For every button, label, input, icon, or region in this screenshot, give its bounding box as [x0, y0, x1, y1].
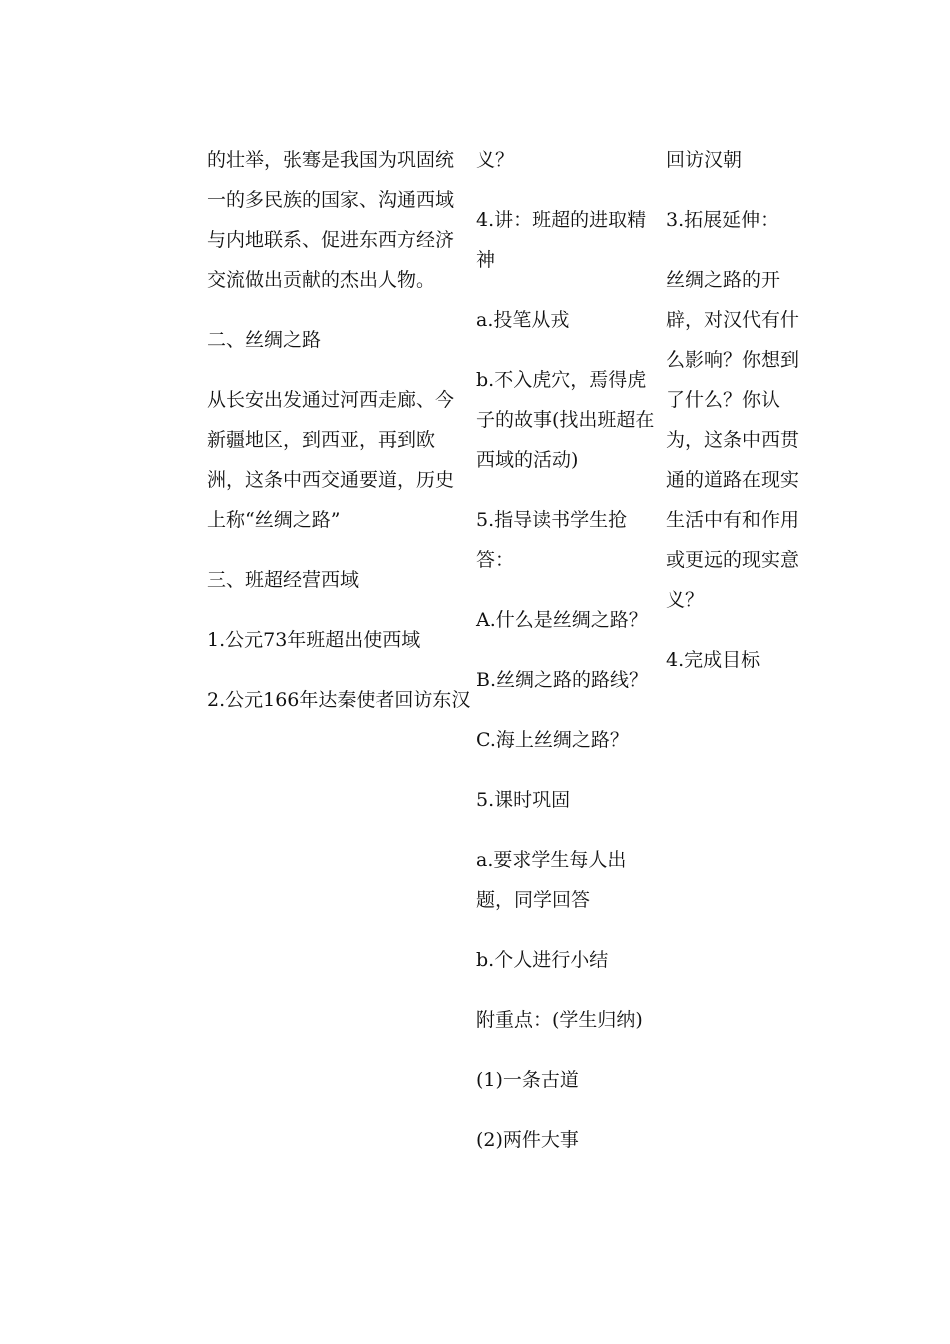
paragraph-extension-question: 丝绸之路的开辟，对汉代有什么影响？你想到了什么？你认为，这条中西贯通的道路在现实生活中有和作用或更远的现实意义？ [666, 269, 800, 611]
left-column [207, 140, 471, 740]
heading-ban-chao: 三、班超经营西域 [207, 569, 360, 591]
step-lecture-ban-chao: 4.讲：班超的进取精神 [476, 209, 647, 271]
step-guided-reading: 5.指导读书学生抢答： [476, 509, 628, 571]
list-item-student-questions: a.要求学生每人出题，同学回答 [476, 849, 627, 911]
key-point-ancient-road: (1)一条古道 [476, 1069, 579, 1091]
key-point-two-events: (2)两件大事 [476, 1129, 579, 1151]
list-item-toubi-congrong: a.投笔从戎 [476, 309, 570, 331]
paragraph-zhang-qian-summary: 的壮举，张骞是我国为巩固统一的多民族的国家、沟通西域与内地联系、促进东西方经济交流做出贡献的杰出人物。 [207, 149, 455, 291]
list-item-daqin-envoy: 2.公元166年达秦使者回访东汉 [207, 689, 471, 711]
middle-column [476, 140, 656, 1180]
list-item-tiger-den: b.不入虎穴，焉得虎子的故事(找出班超在西域的活动) [476, 369, 655, 471]
text-fragment-yi: 义？ [476, 149, 515, 171]
paragraph-silk-road-route: 从长安出发通过河西走廊、今新疆地区，到西亚，再到欧洲，这条中西交通要道，历史上称“丝绸之路” [207, 389, 455, 531]
list-item-ban-chao-mission: 1.公元73年班超出使西域 [207, 629, 421, 651]
text-fragment-return-visit: 回访汉朝 [666, 149, 743, 171]
key-points-heading: 附重点：(学生归纳) [476, 1009, 643, 1031]
list-item-summary: b.个人进行小结 [476, 949, 609, 971]
step-complete-goals: 4.完成目标 [666, 649, 761, 671]
question-maritime-silk-road: C.海上丝绸之路？ [476, 729, 629, 751]
question-what-is-silk-road: A.什么是丝绸之路？ [476, 609, 648, 631]
right-column [666, 140, 804, 700]
heading-silk-road: 二、丝绸之路 [207, 329, 322, 351]
step-consolidation: 5.课时巩固 [476, 789, 571, 811]
question-silk-road-route: B.丝绸之路的路线？ [476, 669, 649, 691]
step-extension: 3.拓展延伸： [666, 209, 780, 231]
